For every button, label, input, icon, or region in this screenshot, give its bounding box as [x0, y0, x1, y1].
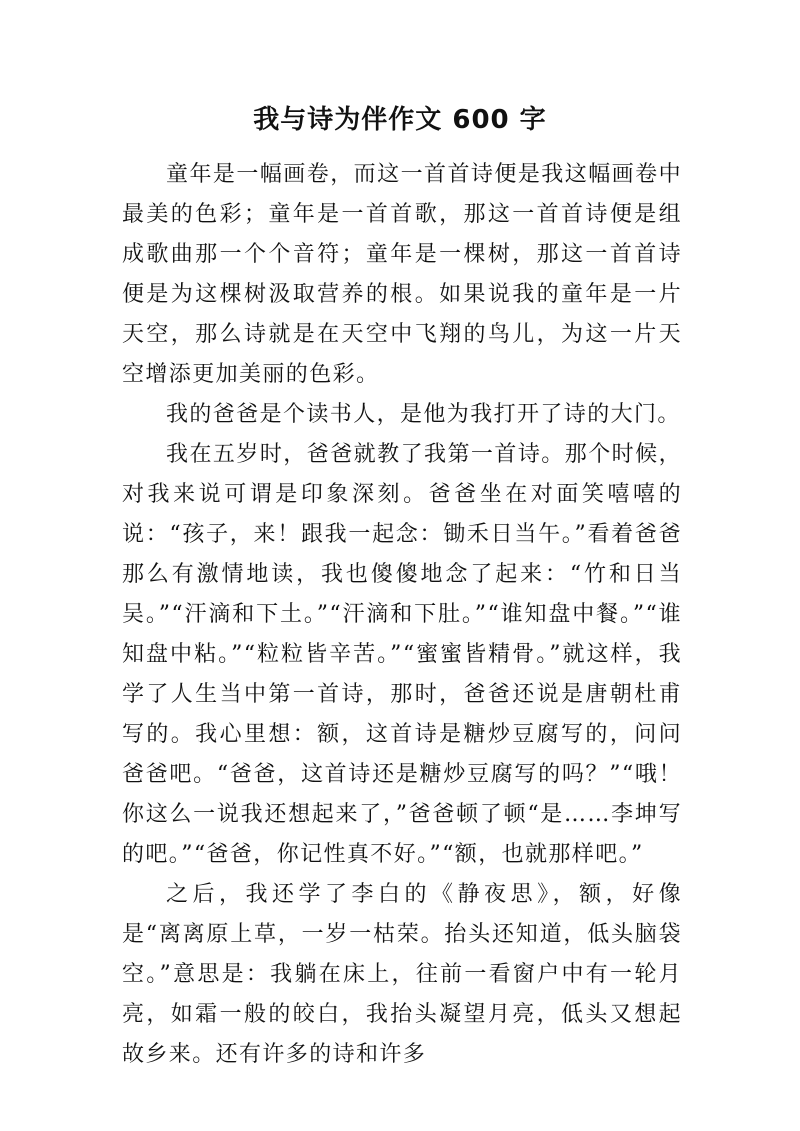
paragraph: 之后，我还学了李白的《静夜思》，额，好像是“离离原上草，一岁一枯荣。抬头还知道，低头脑袋空。”意思是：我躺在床上，往前一看窗户中有一轮月亮，如霜一般的皎白，我抬头凝望月亮，低头又想起故乡来。还有许多的诗和许多 — [122, 882, 682, 1067]
paragraph: 我的爸爸是个读书人，是他为我打开了诗的大门。 — [166, 402, 681, 427]
document-title: 我与诗为伴作文 600 字 — [253, 105, 547, 135]
document-body — [122, 155, 682, 1075]
paragraph: 童年是一幅画卷，而这一首首诗便是我这幅画卷中最美的色彩；童年是一首首歌，那这一首首诗便是组成歌曲那一个个音符；童年是一棵树，那这一首首诗便是为这棵树汲取营养的根。如果说我的童年是一片天空，那么诗就是在天空中飞翔的鸟儿，为这一片天空增添更加美丽的色彩。 — [122, 162, 682, 387]
paragraph: 我在五岁时，爸爸就教了我第一首诗。那个时候，对我来说可谓是印象深刻。爸爸坐在对面笑嘻嘻的说：“孩子，来！跟我一起念：锄禾日当午。”看着爸爸那么有激情地读，我也傻傻地念了起来：“竹和日当吴。”“汗滴和下土。”“汗滴和下肚。”“谁知盘中餐。”“谁知盘中粘。”“粒粒皆辛苦。”“蜜蜜皆精骨。”就这样，我学了人生当中第一首诗，那时，爸爸还说是唐朝杜甫写的。我心里想：额，这首诗是糖炒豆腐写的，问问爸爸吧。“爸爸，这首诗还是糖炒豆腐写的吗？”“哦！你这么一说我还想起来了，”爸爸顿了顿“是……李坤写的吧。”“爸爸，你记性真不好。”“额，也就那样吧。” — [122, 442, 682, 867]
